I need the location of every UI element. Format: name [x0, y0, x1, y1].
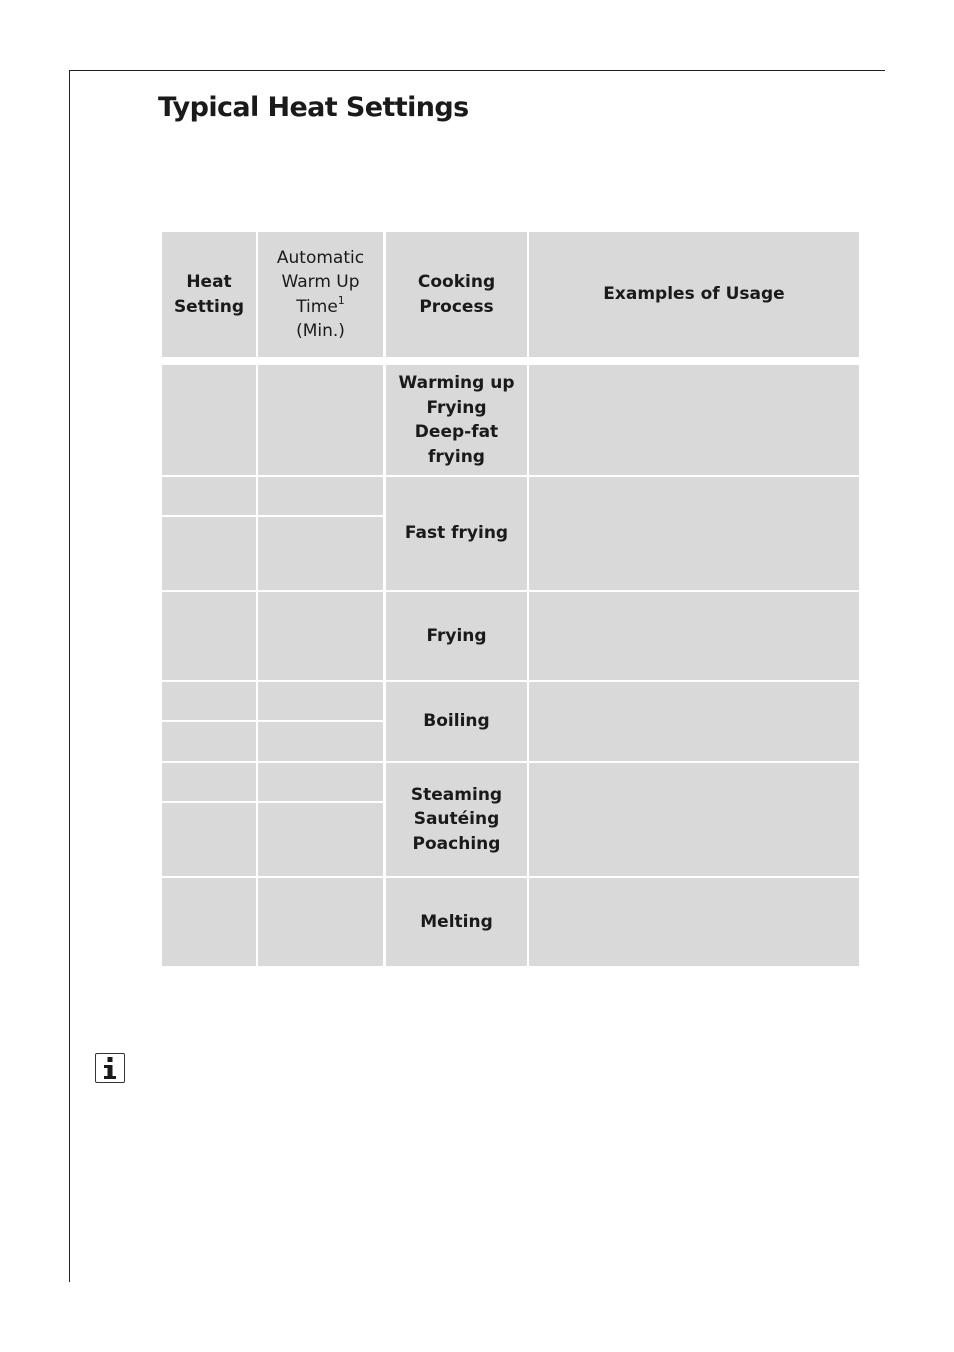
- footnote-marker: 1: [337, 293, 345, 307]
- table-cell-warm-up: [258, 803, 383, 876]
- table-cell-heat-setting: [162, 682, 256, 720]
- table-cell-examples: [529, 365, 859, 475]
- table-cell-heat-setting: [162, 878, 256, 966]
- table-cell-heat-setting: [162, 763, 256, 801]
- header-heat-setting: Heat Setting: [162, 232, 256, 357]
- table-cell-examples: [529, 592, 859, 680]
- header-cooking-process: Cooking Process: [386, 232, 527, 357]
- table-cell-warm-up: [258, 477, 383, 515]
- table-cell-heat-setting: [162, 517, 256, 590]
- top-rule: [69, 70, 885, 71]
- header-warm-up-time: Automatic Warm Up Time$^1$ (Min.): [258, 232, 383, 357]
- table-cell-process: Boiling: [386, 682, 527, 761]
- info-icon: [95, 1053, 125, 1083]
- header-examples-of-usage: Examples of Usage: [529, 232, 859, 357]
- table-cell-heat-setting: [162, 592, 256, 680]
- table-cell-examples: [529, 682, 859, 761]
- table-cell-process: Steaming Sautéing Poaching: [386, 763, 527, 876]
- table-cell-warm-up: [258, 763, 383, 801]
- info-icon-glyph: [100, 1056, 120, 1080]
- table-cell-heat-setting: [162, 803, 256, 876]
- table-cell-process: Warming up Frying Deep-fat frying: [386, 365, 527, 475]
- table-cell-heat-setting: [162, 365, 256, 475]
- table-cell-warm-up: [258, 365, 383, 475]
- left-margin-rule: [69, 70, 70, 1282]
- table-cell-heat-setting: [162, 477, 256, 515]
- table-cell-process: Fast frying: [386, 477, 527, 590]
- table-cell-examples: [529, 763, 859, 876]
- table-cell-warm-up: [258, 592, 383, 680]
- table-cell-warm-up: [258, 682, 383, 720]
- page-title: Typical Heat Settings: [158, 92, 469, 123]
- table-cell-warm-up: [258, 517, 383, 590]
- table-cell-examples: [529, 477, 859, 590]
- table-cell-examples: [529, 878, 859, 966]
- table-cell-process: Melting: [386, 878, 527, 966]
- table-cell-warm-up: [258, 878, 383, 966]
- table-cell-warm-up: [258, 722, 383, 761]
- table-cell-heat-setting: [162, 722, 256, 761]
- table-cell-process: Frying: [386, 592, 527, 680]
